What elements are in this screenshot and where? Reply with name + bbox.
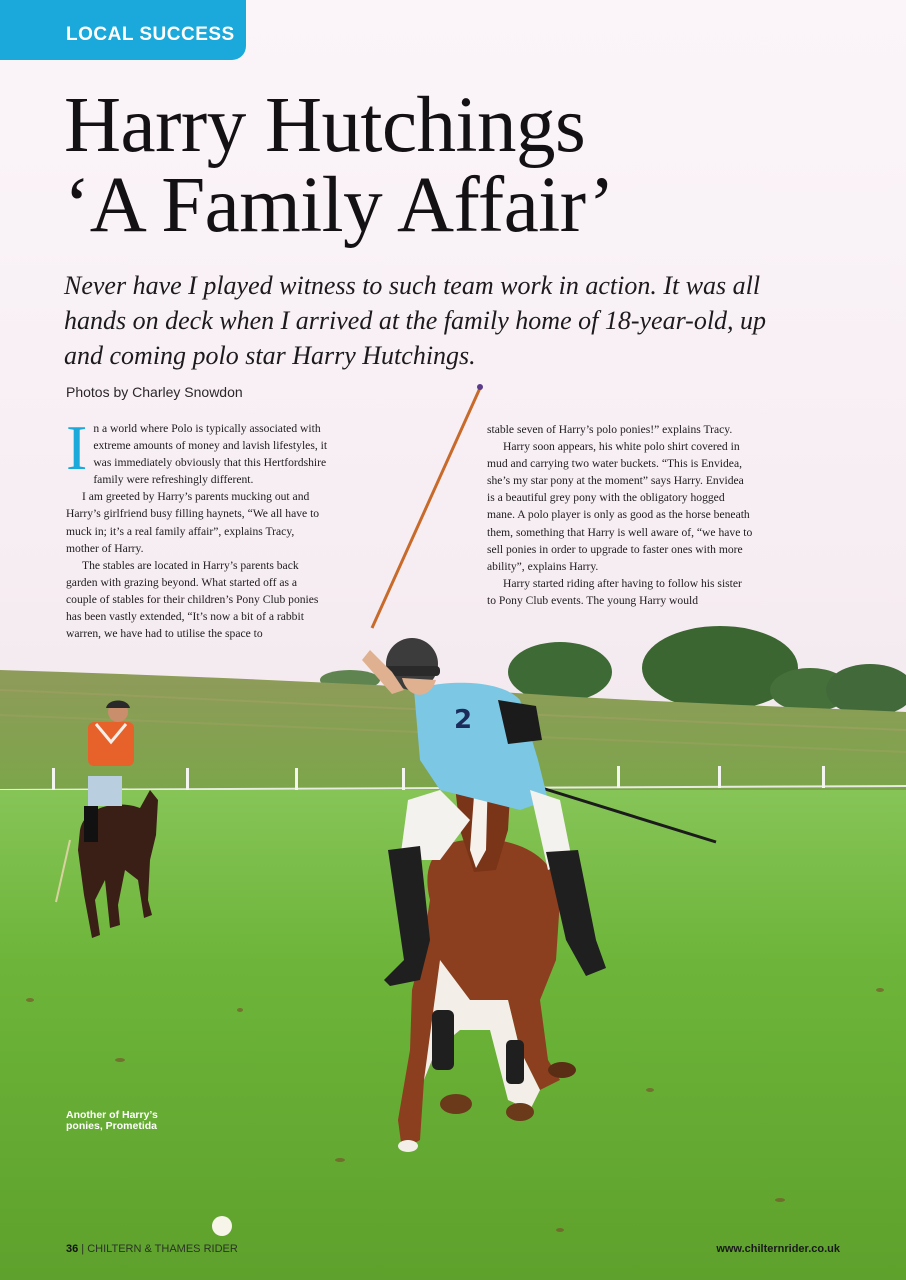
body-paragraph: Harry started riding after having to follow his sister to Pony Club events. The young Harry would [487, 576, 742, 607]
drop-cap: I [66, 412, 88, 483]
footer-separator: | [78, 1243, 88, 1255]
section-label: LOCAL SUCCESS [66, 24, 235, 45]
body-paragraph: Harry soon appears, his white polo shirt covered in mud and carrying two water buckets. “This is Envidea, she’s my star pony at the moment” says Harry. Envidea is a beautiful grey pony with the obligatory hogged mane. A polo player is only as good as the horse beneath them, something that Harry is well aware of, “we have to sell ponies in order to upgrade to faster ones with more ability”, explains Harry. [487, 440, 753, 573]
title-line-2: ‘A Family Affair’ [64, 162, 615, 249]
polo-ball [212, 1216, 232, 1236]
body-paragraph: stable seven of Harry’s polo ponies!” explains Tracy. [487, 423, 733, 436]
body-paragraph: In a world where Polo is typically associated with extreme amounts of money and lavish lifestyles, it was immediately obviously that this Hertfordshire family were refreshingly different. [66, 412, 328, 487]
article-title [64, 82, 844, 249]
player-number: 2 [454, 705, 473, 735]
body-column-right [487, 421, 753, 609]
section-tab [0, 0, 246, 60]
title-line-1: Harry Hutchings [64, 82, 586, 169]
photo-caption: Another of Harry’s ponies, Prometida [66, 1109, 158, 1132]
page-footer [66, 1243, 238, 1255]
photo-credit: Photos by Charley Snowdon [66, 384, 243, 400]
magazine-name: CHILTERN & THAMES RIDER [87, 1243, 238, 1255]
page-number: 36 [66, 1243, 79, 1255]
body-column-left [66, 412, 328, 642]
body-paragraph: The stables are located in Harry’s parents back garden with grazing beyond. What started off as a couple of stables for their children’s Pony Club ponies has been vastly extended, “It’s now a bit of a rabbit warren, we have had to utilise the space to [66, 558, 319, 641]
body-paragraph: I am greeted by Harry’s parents mucking out and Harry’s girlfriend busy filling haynets, “We all have to muck in; it’s a real family affair”, explains Tracy, mother of Harry. [66, 490, 320, 555]
article-standfirst: Never have I played witness to such team work in action. It was all hands on deck when I arrived at the family home of 18-year-old, up and coming polo star Harry Hutchings. [64, 271, 767, 370]
website-link[interactable]: www.chilternrider.co.uk [716, 1243, 840, 1255]
